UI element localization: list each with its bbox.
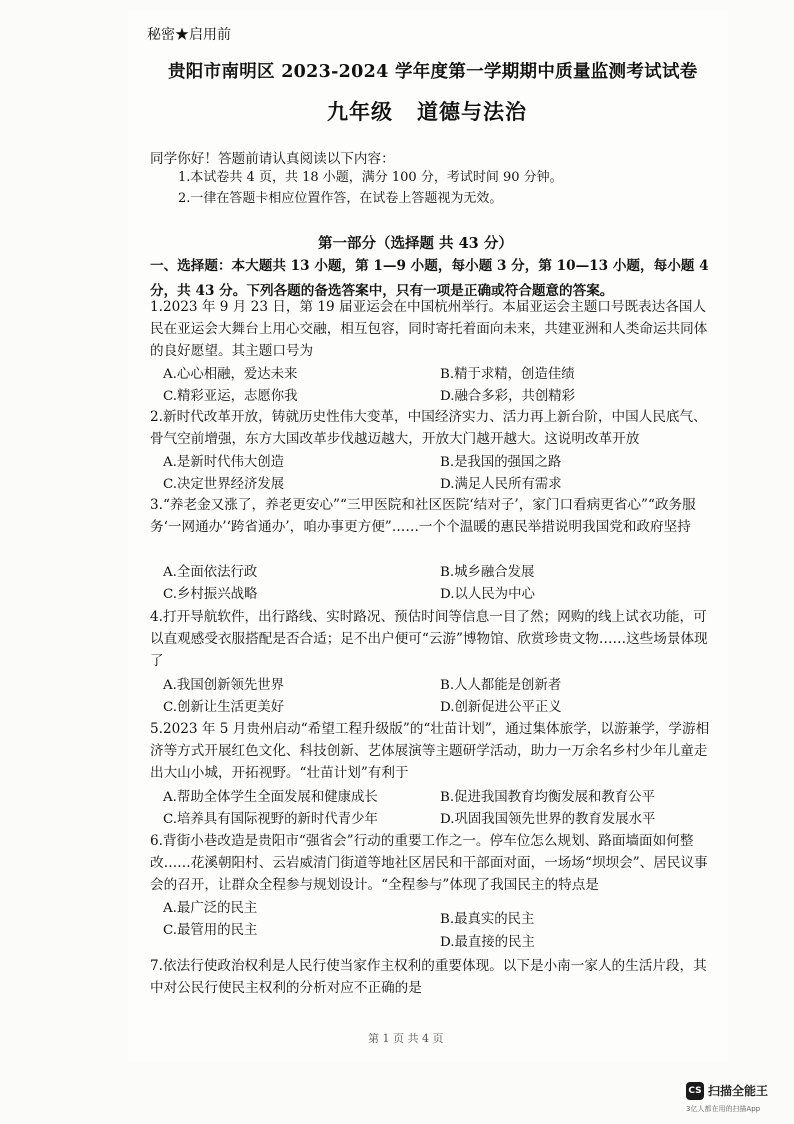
grade-label: 九年级 bbox=[327, 99, 393, 124]
watermark-name: 扫描全能王 bbox=[708, 1084, 769, 1098]
option-a: A.最广泛的民主 bbox=[163, 901, 258, 916]
question-1 bbox=[150, 296, 710, 362]
option-a: A.全面依法行政 bbox=[163, 565, 258, 580]
option-c: C.精彩亚运，志愿你我 bbox=[163, 389, 298, 404]
option-d: D.最直接的民主 bbox=[440, 935, 535, 950]
option-b: B.城乡融合发展 bbox=[440, 565, 535, 580]
option-d: D.融合多彩，共创精彩 bbox=[440, 389, 576, 404]
question-4 bbox=[150, 606, 710, 672]
question-stem: 4.打开导航软件，出行路线、实时路况、预估时间等信息一目了然；网购的线上试衣功能，可以直观感受衣服搭配是否合适；足不出户便可“云游”博物馆、欣赏珍贵文物……这些场景体现了 bbox=[150, 609, 708, 669]
camscanner-watermark bbox=[686, 1080, 786, 1116]
option-c: C.决定世界经济发展 bbox=[163, 477, 285, 492]
option-b: B.最真实的民主 bbox=[440, 912, 535, 927]
section-instructions: 一、选择题：本大题共 13 小题，第 1—9 小题，每小题 3 分，第 10—13 小题，每小题 4 分，共 43 分。下列各题的备选答案中，只有一项是正确或符合题意的答案。 bbox=[150, 258, 709, 299]
option-a: A.我国创新领先世界 bbox=[163, 678, 285, 693]
instruction-item: 2.一律在答题卡相应位置作答，在试卷上答题视为无效。 bbox=[178, 191, 503, 206]
question-stem: 2.新时代改革开放，铸就历史性伟大变革，中国经济实力、活力再上新台阶，中国人民底气、骨气空前增强，东方大国改革步伐越迈越大，开放大门越开越大。这说明改革开放 bbox=[150, 409, 707, 447]
option-d: D.以人民为中心 bbox=[440, 587, 535, 602]
instructions-greeting: 同学你好！答题前请认真阅读以下内容： bbox=[150, 151, 395, 167]
question-stem: 1.2023 年 9 月 23 日，第 19 届亚运会在中国杭州举行。本届亚运会主题口号既表达各国人民在亚运会大舞台上用心交融，相互包容，同时寄托着面向未来，共建亚洲和人类命运共同体的良好愿望。其主题口号为 bbox=[150, 299, 708, 359]
option-c: C.乡村振兴战略 bbox=[163, 587, 258, 602]
question-2 bbox=[150, 406, 710, 450]
subject-label: 道德与法治 bbox=[417, 99, 527, 124]
option-d: D.创新促进公平正义 bbox=[440, 700, 562, 715]
secret-label: 秘密★启用前 bbox=[147, 27, 231, 43]
option-b: B.是我国的强国之路 bbox=[440, 455, 562, 470]
option-c: C.最管用的民主 bbox=[163, 923, 258, 938]
option-c: C.创新让生活更美好 bbox=[163, 700, 285, 715]
option-d: D.巩固我国领先世界的教育发展水平 bbox=[440, 812, 656, 827]
option-a: A.心心相融，爱达未来 bbox=[163, 367, 298, 382]
question-6 bbox=[150, 830, 710, 896]
option-a: A.是新时代伟大创造 bbox=[163, 455, 285, 470]
page-footer: 第 1 页 共 4 页 bbox=[368, 1032, 444, 1045]
option-a: A.帮助全体学生全面发展和健康成长 bbox=[163, 790, 378, 805]
question-7 bbox=[150, 955, 710, 999]
question-stem: 3.“养老金又涨了，养老更安心”“三甲医院和社区医院‘结对子’，家门口看病更省心”“政务服务‘一网通办’‘跨省通办’，咱办事更方便”……一个个温暖的惠民举措说明我国党和政府坚持 bbox=[150, 497, 696, 535]
option-b: B.精于求精，创造佳绩 bbox=[440, 367, 575, 382]
exam-title: 贵阳市南明区 2023-2024 学年度第一学期期中质量监测考试试卷 bbox=[168, 62, 698, 82]
question-stem: 7.依法行使政治权利是人民行使当家作主权利的重要体现。以下是小南一家人的生活片段，其中对公民行使民主权利的分析对应不正确的是 bbox=[150, 958, 707, 996]
option-b: B.人人都能是创新者 bbox=[440, 678, 562, 693]
question-stem: 6.背街小巷改造是贵阳市“强省会”行动的重要工作之一。停车位怎么规划、路面墙面如何整改……花溪朝阳村、云岩威清门街道等地社区居民和干部面对面，一场场“坝坝会”、居民议事会的召开，让群众全程参与规划设计。“全程参与”体现了我国民主的特点是 bbox=[150, 833, 708, 893]
question-stem: 5.2023 年 5 月贵州启动“希望工程升级版”的“壮苗计划”，通过集体旅学，以游兼学，学游相济等方式开展红色文化、科技创新、艺体展演等主题研学活动，助力一万余名乡村少年儿童走出大山小城，开拓视野。“壮苗计划”有利于 bbox=[150, 721, 710, 781]
watermark-tagline: 3亿人都在用的扫描App bbox=[686, 1105, 761, 1113]
question-5 bbox=[150, 718, 710, 784]
option-d: D.满足人民所有需求 bbox=[440, 477, 562, 492]
instruction-item: 1.本试卷共 4 页，共 18 小题，满分 100 分，考试时间 90 分钟。 bbox=[178, 170, 563, 185]
option-b: B.促进我国教育均衡发展和教育公平 bbox=[440, 790, 655, 805]
camscanner-logo-icon: CS bbox=[686, 1082, 704, 1100]
part-title: 第一部分（选择题 共 43 分） bbox=[318, 235, 513, 252]
exam-subtitle bbox=[327, 96, 527, 126]
option-c: C.培养具有国际视野的新时代青少年 bbox=[163, 812, 378, 827]
question-3 bbox=[150, 494, 710, 538]
